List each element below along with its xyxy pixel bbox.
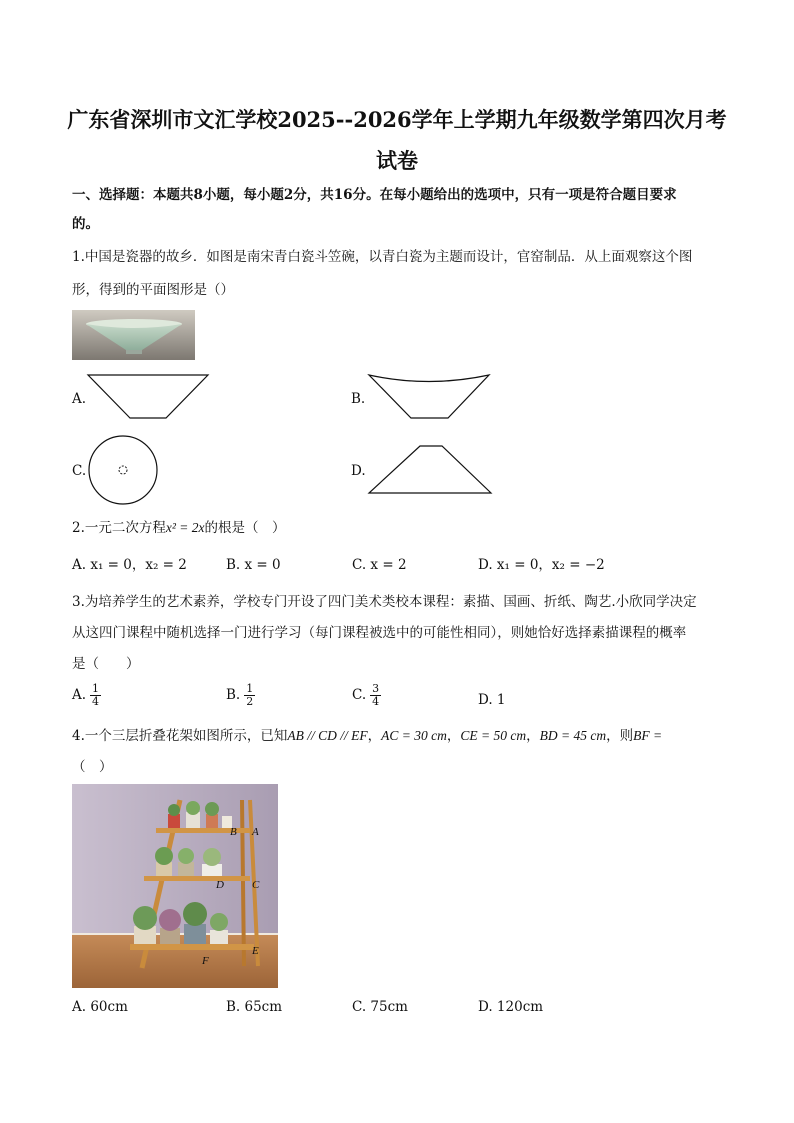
q3-option-b-fraction <box>244 683 255 708</box>
q3-option-b-label: B. <box>226 687 241 703</box>
q1-option-b-label[interactable]: B. <box>351 391 366 407</box>
point-label-d: D <box>216 879 224 891</box>
q2-stem <box>72 519 286 537</box>
point-label-b: B <box>230 826 237 838</box>
q3-option-c[interactable] <box>352 683 381 708</box>
q3-stem-end: 是（ ） <box>72 656 140 672</box>
q1-option-a-figure <box>86 373 212 421</box>
q4-target: BF = <box>633 728 663 743</box>
point-label-f: F <box>202 955 209 967</box>
q2-stem-prefix: 2.一元二次方程 <box>72 520 166 536</box>
section-heading-continued: 的。 <box>72 216 99 232</box>
q1-option-d-label[interactable]: D. <box>351 463 366 479</box>
q3-option-b[interactable] <box>226 683 255 708</box>
q4-separator: ， <box>446 728 461 744</box>
q1-option-d-figure <box>366 444 494 496</box>
q4-option-b[interactable]: B. 65cm <box>226 999 283 1015</box>
q1-option-b-figure <box>366 372 494 422</box>
section-heading: 一、选择题：本题共8小题，每小题2分，共16分。在每小题给出的选项中，只有一项是符合题目要求 <box>72 187 677 203</box>
fraction-denominator: 4 <box>92 695 100 708</box>
q2-option-d[interactable]: D. x₁ = 0，x₂ = −2 <box>478 557 605 573</box>
page-title: 广东省深圳市文汇学校2025--2026学年上学期九年级数学第四次月考 <box>67 107 727 132</box>
q1-stem: 1.中国是瓷器的故乡．如图是南宋青白瓷斗笠碗，以青白瓷为主题而设计，官窑制品．从上面观察这个图 <box>72 249 693 265</box>
q4-separator: ， <box>367 728 382 744</box>
q4-option-a[interactable]: A. 60cm <box>72 999 128 1015</box>
fraction-numerator: 1 <box>246 682 254 695</box>
q3-option-a-fraction <box>90 683 101 708</box>
fraction-denominator: 4 <box>372 695 380 708</box>
q3-option-d[interactable]: D. 1 <box>478 692 506 708</box>
page-title-continued: 试卷 <box>376 148 418 173</box>
q1-option-c-label[interactable]: C. <box>72 463 87 479</box>
q4-separator: ， <box>526 728 540 744</box>
q3-option-a[interactable] <box>72 683 101 708</box>
point-label-e: E <box>252 945 259 957</box>
q4-condition-bd: BD = 45 cm <box>539 728 607 743</box>
fraction-numerator: 3 <box>372 682 380 695</box>
fraction-numerator: 1 <box>92 682 100 695</box>
q4-option-d[interactable]: D. 120cm <box>478 999 544 1015</box>
q2-option-c[interactable]: C. x = 2 <box>352 557 407 573</box>
q4-stem <box>72 727 662 745</box>
q4-then: ，则 <box>606 728 634 744</box>
q4-option-c[interactable]: C. 75cm <box>352 999 408 1015</box>
point-label-c: C <box>252 879 260 891</box>
flower-shelf-photo <box>72 784 278 988</box>
q4-stem-prefix: 4.一个三层折叠花架如图所示，已知 <box>72 728 288 744</box>
q2-option-b[interactable]: B. x = 0 <box>226 557 281 573</box>
q1-stem-continued: 形，得到的平面图形是（） <box>72 282 234 298</box>
q3-option-c-fraction <box>370 683 381 708</box>
bowl-photo <box>72 310 195 360</box>
fraction-denominator: 2 <box>246 695 254 708</box>
q1-option-c-figure <box>86 434 160 506</box>
q2-stem-suffix: 的根是（ ） <box>204 520 286 536</box>
q2-option-a[interactable]: A. x₁ = 0，x₂ = 2 <box>72 557 187 573</box>
q3-stem-continued: 从这四门课程中随机选择一门进行学习（每门课程被选中的可能性相同），则她恰好选择素描课程的概率 <box>72 625 687 641</box>
q4-condition-ce: CE = 50 cm <box>460 728 527 743</box>
q4-condition-ac: AC = 30 cm <box>381 728 447 743</box>
q4-stem-continued: （ ） <box>72 759 113 775</box>
q3-option-c-label: C. <box>352 687 367 703</box>
q3-option-a-label: A. <box>72 687 87 703</box>
point-label-a: A <box>252 826 259 838</box>
q1-option-a-label[interactable]: A. <box>72 391 87 407</box>
q2-equation: x² = 2x <box>165 520 205 535</box>
q3-stem: 3.为培养学生的艺术素养，学校专门开设了四门美术类校本课程：素描、国画、折纸、陶艺.小欣同学决定 <box>72 594 697 610</box>
q4-condition-parallel: AB // CD // EF <box>287 728 368 743</box>
